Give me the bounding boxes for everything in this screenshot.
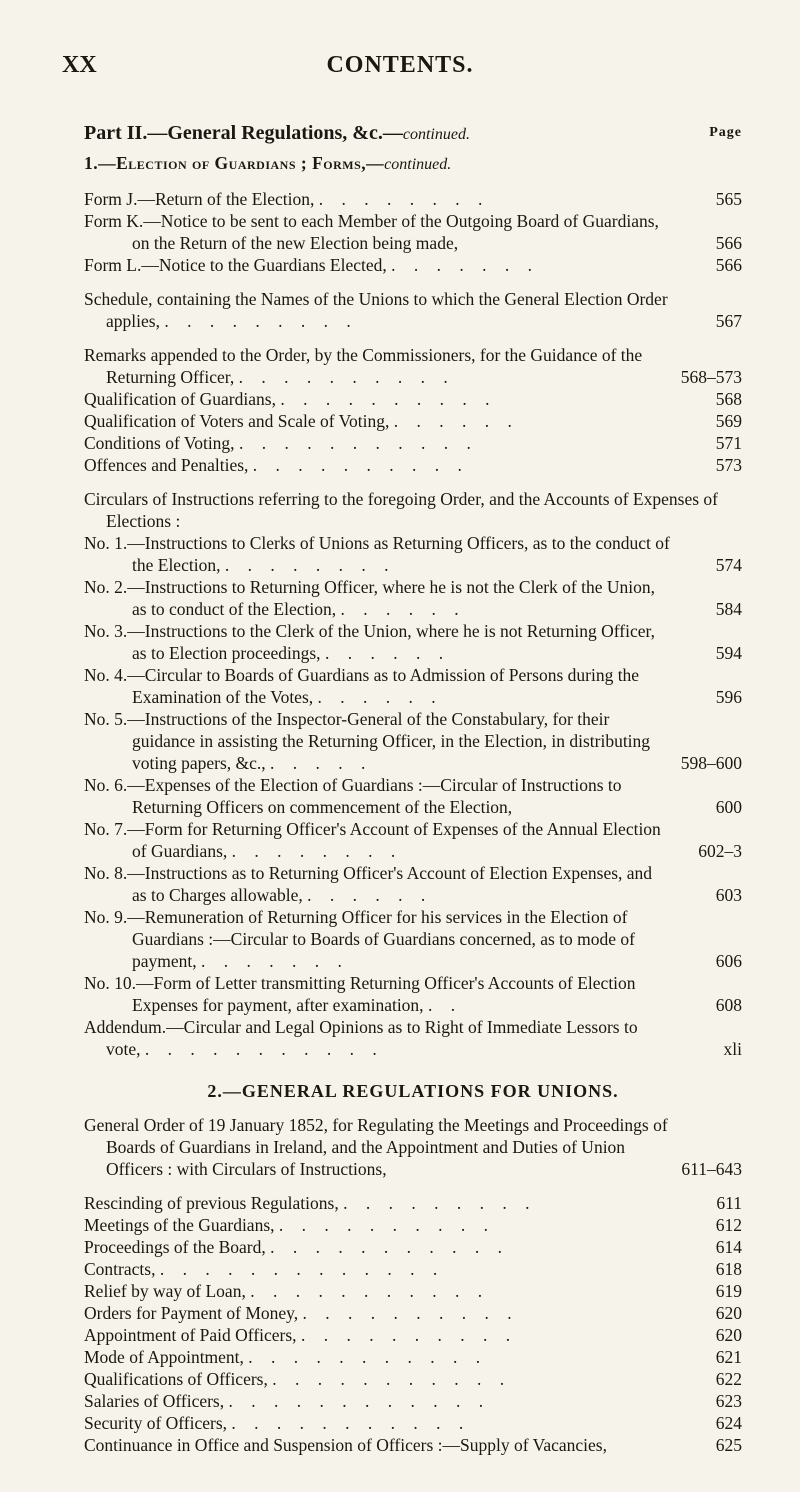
toc-entry-circular: No. 7.—Form for Returning Officer's Account of Expenses of the Annual Election of Guardians, . . . . . . . . 602–3 bbox=[84, 819, 742, 861]
entry-text: General Order of 19 January 1852, for Regulating the Meetings and Proceedings of Boards of Guardians in Ireland, and the Appointment and Duties of Union Officers : with Circulars of Instructions, bbox=[84, 1115, 668, 1179]
entry-page: 567 bbox=[715, 311, 742, 331]
page-roman-numeral: XX bbox=[62, 52, 97, 78]
toc-entry-circular: No. 4.—Circular to Boards of Guardians as to Admission of Persons during the Examination of the Votes, . . . . . . 596 bbox=[84, 665, 742, 707]
toc-entry-form-k: Form K.—Notice to be sent to each Member of the Outgoing Board of Guardians, on the Return of the new Election being made, 566 bbox=[84, 211, 742, 253]
entry-page: 568–573 bbox=[680, 367, 742, 387]
entry-page: 571 bbox=[715, 433, 742, 453]
entry-text: Relief by way of Loan, bbox=[84, 1281, 246, 1301]
leader-dots: . . . . . . bbox=[324, 643, 451, 663]
entry-text: Meetings of the Guardians, bbox=[84, 1215, 275, 1235]
leader-dots: . . . . . . . . bbox=[224, 555, 396, 575]
entry-text: Remarks appended to the Order, by the Commissioners, for the Guidance of the Returning Officer, bbox=[84, 345, 643, 387]
entry-text: Form K.—Notice to be sent to each Member of the Outgoing Board of Guardians, on the Return of the new Election being made, bbox=[84, 211, 659, 253]
toc-entry-general-order bbox=[84, 1114, 742, 1180]
toc-entry-circular bbox=[84, 708, 742, 774]
part-continued: continued. bbox=[402, 126, 470, 143]
page-header bbox=[62, 52, 738, 84]
leader-dots: . . . . . . . bbox=[391, 255, 540, 275]
toc-entry-regulation bbox=[84, 1302, 742, 1324]
leader-dots: . . . . . . . . bbox=[318, 189, 490, 209]
part-heading bbox=[84, 120, 742, 148]
toc-entry-regulation bbox=[84, 1324, 742, 1346]
leader-dots: . . . . . . . bbox=[201, 951, 349, 971]
entry-page: 625 bbox=[715, 1435, 742, 1455]
leader-dots: . . . . . . bbox=[393, 411, 519, 431]
leader-dots: . . . . . . . . . . . . . bbox=[159, 1259, 445, 1279]
toc-entry-remarks-item bbox=[84, 432, 742, 454]
entry-text: Continuance in Office and Suspension of Officers :—Supply of Vacancies, bbox=[84, 1435, 607, 1455]
section2-heading: 2.—GENERAL REGULATIONS FOR UNIONS. bbox=[207, 1081, 619, 1101]
entry-page: 568 bbox=[715, 389, 742, 409]
toc-entry-regulation bbox=[84, 1346, 742, 1368]
toc-entry-schedule bbox=[84, 288, 742, 332]
entry-text: Form J.—Return of the Election, bbox=[84, 189, 315, 209]
leader-dots: . . . . . . . . . . bbox=[278, 1215, 496, 1235]
contents-body bbox=[84, 120, 742, 1456]
toc-entry-circular: No. 9.—Remuneration of Returning Officer for his services in the Election of Guardians :—Circular to Boards of Guardians concerned, as to mode of payment, . . . . . . . 606 bbox=[84, 907, 742, 971]
entry-text: Form L.—Notice to the Guardians Elected, bbox=[84, 255, 387, 275]
entry-page: 623 bbox=[715, 1391, 742, 1411]
leader-dots: . . . . . . bbox=[307, 885, 433, 905]
entry-page: 621 bbox=[715, 1347, 742, 1367]
leader-dots: . . . . . . . . . bbox=[343, 1193, 537, 1213]
toc-entry-form-l: Form L.—Notice to the Guardians Elected, . . . . . . . 566 bbox=[84, 255, 742, 275]
entry-text: Addendum.—Circular and Legal Opinions as to Right of Immediate Lessors to vote, bbox=[84, 1017, 638, 1059]
leader-dots: . . . . . . . . bbox=[231, 841, 403, 861]
entry-page: 622 bbox=[715, 1369, 742, 1389]
toc-entry-regulation bbox=[84, 1280, 742, 1302]
leader-dots: . . . . . . . . . . bbox=[238, 367, 455, 387]
entry-page: 614 bbox=[715, 1237, 742, 1257]
entry-text: Offences and Penalties, bbox=[84, 455, 249, 475]
toc-entry-remarks-item bbox=[84, 454, 742, 476]
leader-dots: . . . . . . . . . . . . bbox=[228, 1391, 491, 1411]
entry-text: Security of Officers, bbox=[84, 1413, 228, 1433]
leader-dots: . . . . . . . . . . bbox=[280, 389, 497, 409]
toc-entry-circular: No. 1.—Instructions to Clerks of Unions as Returning Officers, as to the conduct of the Election, . . . . . . . . 574 bbox=[84, 533, 742, 575]
leader-dots: . . . . . . . . . bbox=[164, 311, 358, 331]
leader-dots: . . . . . . . . . . . bbox=[272, 1369, 512, 1389]
page-column-label: Page bbox=[709, 125, 742, 140]
section1-title: 1.—Election of Guardians ; Forms,— bbox=[84, 153, 385, 173]
entry-text: Orders for Payment of Money, bbox=[84, 1303, 299, 1323]
leader-dots: . . . . . . . . . . bbox=[300, 1325, 518, 1345]
leader-dots: . . . . . . . . . . bbox=[302, 1303, 519, 1323]
leader-dots: . . . . . . . . . . . bbox=[250, 1281, 490, 1301]
leader-dots: . . . . . . bbox=[317, 687, 443, 707]
entry-text: Conditions of Voting, bbox=[84, 433, 235, 453]
entry-page: 619 bbox=[715, 1281, 742, 1301]
toc-entry-remarks bbox=[84, 344, 742, 388]
leader-dots: . . . . . . . . . . . bbox=[144, 1039, 384, 1059]
entry-text: No. 1.—Instructions to Clerks of Unions as Returning Officers, as to the conduct of the Election, bbox=[84, 533, 670, 575]
entry-text: No. 8.—Instructions as to Returning Officer's Account of Election Expenses, and as to Charges allowable, bbox=[84, 863, 653, 905]
entry-text: Contracts, bbox=[84, 1259, 156, 1279]
entry-text: No. 9.—Remuneration of Returning Officer for his services in the Election of Guardians :—Circular to Boards of Guardians concerned, as to mode of payment, bbox=[84, 907, 635, 971]
entry-text: Proceedings of the Board, bbox=[84, 1237, 266, 1257]
entry-text: No. 3.—Instructions to the Clerk of the Union, where he is not Returning Officer, as to Election proceedings, bbox=[84, 621, 656, 663]
leader-dots: . . . . . . . . . . . bbox=[231, 1413, 471, 1433]
entry-text: Mode of Appointment, bbox=[84, 1347, 244, 1367]
toc-entry-regulation bbox=[84, 1192, 742, 1214]
entry-text: Qualifications of Officers, bbox=[84, 1369, 268, 1389]
entry-text: Schedule, containing the Names of the Unions to which the General Election Order applies, bbox=[84, 289, 668, 331]
entry-page: 620 bbox=[715, 1325, 742, 1345]
toc-entry-regulation bbox=[84, 1214, 742, 1236]
circulars-intro: Circulars of Instructions referring to the foregoing Order, and the Accounts of Expenses of Elections : bbox=[84, 489, 718, 531]
toc-entry-regulation bbox=[84, 1434, 742, 1456]
toc-entry-regulation bbox=[84, 1236, 742, 1258]
entry-text: Appointment of Paid Officers, bbox=[84, 1325, 297, 1345]
entry-text: Qualification of Guardians, bbox=[84, 389, 276, 409]
entry-text: Qualification of Voters and Scale of Voting, bbox=[84, 411, 390, 431]
entry-text: Salaries of Officers, bbox=[84, 1391, 225, 1411]
part-title: Part II.—General Regulations, &c.— bbox=[84, 122, 403, 144]
toc-entry-addendum: Addendum.—Circular and Legal Opinions as to Right of Immediate Lessors to vote, . . . . . . . . . . . xli bbox=[84, 1017, 742, 1059]
toc-entry-regulation bbox=[84, 1258, 742, 1280]
entry-page: 624 bbox=[715, 1413, 742, 1433]
running-title: CONTENTS. bbox=[326, 52, 474, 78]
toc-entry-circular: No. 6.—Expenses of the Election of Guardians :—Circular of Instructions to Returning Officers on commencement of the Election, 600 bbox=[84, 775, 742, 817]
entry-text: No. 4.—Circular to Boards of Guardians as to Admission of Persons during the Examination of the Votes, bbox=[84, 665, 640, 707]
section1-continued: continued. bbox=[384, 156, 452, 173]
leader-dots: . . . . . . . . . . . bbox=[270, 1237, 510, 1257]
toc-entry-regulation bbox=[84, 1390, 742, 1412]
toc-entry-circular: No. 10.—Form of Letter transmitting Returning Officer's Accounts of Election Expenses for payment, after examination, . . 608 bbox=[84, 973, 742, 1015]
entry-page: 611 bbox=[716, 1193, 742, 1213]
toc-entry-remarks-item bbox=[84, 410, 742, 432]
leader-dots: . . . . . . . . . . . bbox=[248, 1347, 488, 1367]
leader-dots: . . . . . bbox=[270, 753, 373, 773]
leader-dots: . . . . . . . . . . . bbox=[238, 433, 478, 453]
entry-text: No. 2.—Instructions to Returning Officer, where he is not the Clerk of the Union, as to conduct of the Election, bbox=[84, 577, 656, 619]
leader-dots: . . . . . . . . . . bbox=[252, 455, 469, 475]
section1-heading bbox=[84, 152, 742, 176]
entry-text: No. 10.—Form of Letter transmitting Returning Officer's Accounts of Election Expenses for payment, after examination, bbox=[84, 973, 636, 1015]
entry-text: No. 5.—Instructions of the Inspector-General of the Constabulary, for their guidance in assisting the Returning Officer, in the Election, in distributing voting papers, &c., bbox=[84, 709, 651, 773]
entry-text: Rescinding of previous Regulations, bbox=[84, 1193, 339, 1213]
entry-page: 598–600 bbox=[680, 753, 742, 773]
entry-page: 620 bbox=[715, 1303, 742, 1323]
toc-entry-circular: No. 2.—Instructions to Returning Officer, where he is not the Clerk of the Union, as to conduct of the Election, . . . . . . 584 bbox=[84, 577, 742, 619]
toc-entry-remarks-item bbox=[84, 388, 742, 410]
entry-page: 569 bbox=[715, 411, 742, 431]
entry-text: No. 7.—Form for Returning Officer's Account of Expenses of the Annual Election of Guardians, bbox=[84, 819, 661, 861]
entry-text: No. 6.—Expenses of the Election of Guardians :—Circular of Instructions to Returning Officers on commencement of the Election, bbox=[84, 775, 622, 817]
entry-page: 618 bbox=[715, 1259, 742, 1279]
toc-entry-regulation bbox=[84, 1412, 742, 1434]
toc-entry-form-j: Form J.—Return of the Election, . . . . . . . . 565 bbox=[84, 189, 742, 209]
toc-entry-regulation bbox=[84, 1368, 742, 1390]
leader-dots: . . bbox=[427, 995, 463, 1015]
entry-page: 573 bbox=[715, 455, 742, 475]
entry-page: 612 bbox=[715, 1215, 742, 1235]
entry-page: 611–643 bbox=[681, 1159, 742, 1179]
leader-dots: . . . . . . bbox=[340, 599, 466, 619]
toc-entry-circular: No. 3.—Instructions to the Clerk of the Union, where he is not Returning Officer, as to Election proceedings, . . . . . . 594 bbox=[84, 621, 742, 663]
toc-entry-circular: No. 8.—Instructions as to Returning Officer's Account of Election Expenses, and as to Charges allowable, . . . . . . 603 bbox=[84, 863, 742, 905]
